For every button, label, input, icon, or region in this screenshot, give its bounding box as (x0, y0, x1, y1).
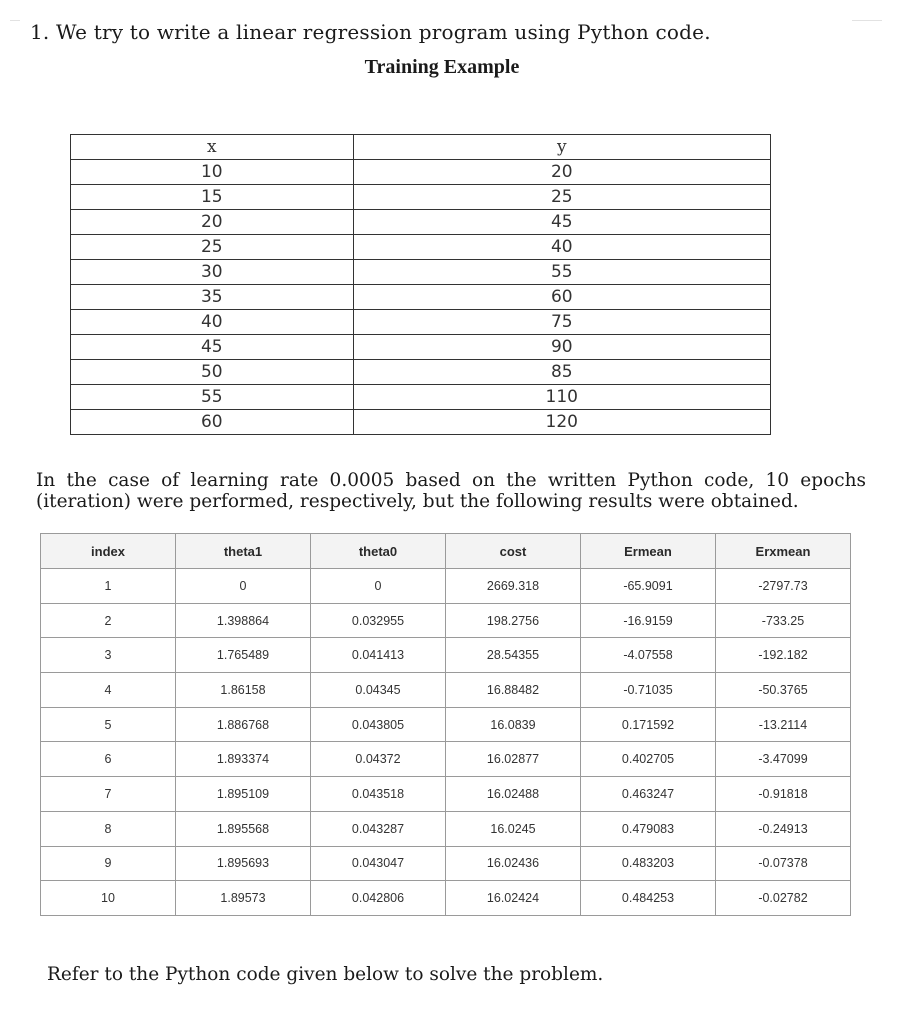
results-cell-erxmean: -192.182 (716, 638, 851, 673)
training-cell-y: 20 (353, 160, 770, 185)
results-cell-ermean: 0.171592 (581, 707, 716, 742)
training-cell-x: 50 (71, 360, 354, 385)
results-cell-theta0: 0.043518 (311, 777, 446, 812)
results-cell-theta0: 0.04372 (311, 742, 446, 777)
results-cell-theta0: 0.042806 (311, 881, 446, 916)
results-cell-erxmean: -0.02782 (716, 881, 851, 916)
results-cell-cost: 198.2756 (446, 603, 581, 638)
results-cell-cost: 16.0839 (446, 707, 581, 742)
results-cell-cost: 16.02488 (446, 777, 581, 812)
training-header-x: x (71, 135, 354, 160)
results-header-theta1: theta1 (176, 534, 311, 569)
table-row (41, 673, 851, 708)
training-cell-y: 90 (353, 335, 770, 360)
results-cell-cost: 16.02436 (446, 846, 581, 881)
results-cell-cost: 16.02877 (446, 742, 581, 777)
results-cell-theta0: 0.032955 (311, 603, 446, 638)
training-cell-x: 35 (71, 285, 354, 310)
training-example-title: Training Example (364, 56, 520, 78)
results-cell-cost: 16.02424 (446, 881, 581, 916)
table-row (41, 846, 851, 881)
training-cell-x: 15 (71, 185, 354, 210)
table-row (71, 385, 771, 410)
results-cell-theta1: 1.398864 (176, 603, 311, 638)
results-cell-index: 9 (41, 846, 176, 881)
results-cell-index: 6 (41, 742, 176, 777)
results-cell-erxmean: -50.3765 (716, 673, 851, 708)
results-cell-theta1: 1.895568 (176, 811, 311, 846)
results-cell-theta1: 1.895693 (176, 846, 311, 881)
results-header-ermean: Ermean (581, 534, 716, 569)
results-cell-erxmean: -0.24913 (716, 811, 851, 846)
training-cell-x: 30 (71, 260, 354, 285)
results-table (40, 533, 851, 916)
table-row (41, 638, 851, 673)
description-paragraph: In the case of learning rate 0.0005 based on the written Python code, 10 epochs (iteration) were performed, respectively, but the following results were obtained. (36, 470, 866, 512)
results-header-index: index (41, 534, 176, 569)
table-row (71, 310, 771, 335)
results-header-cost: cost (446, 534, 581, 569)
training-cell-x: 55 (71, 385, 354, 410)
results-cell-cost: 28.54355 (446, 638, 581, 673)
results-cell-erxmean: -0.07378 (716, 846, 851, 881)
table-row (71, 185, 771, 210)
results-table-header-row (41, 534, 851, 569)
question-title: 1. We try to write a linear regression program using Python code. (30, 20, 711, 44)
results-cell-theta0: 0 (311, 569, 446, 604)
results-cell-theta1: 1.895109 (176, 777, 311, 812)
results-cell-ermean: -16.9159 (581, 603, 716, 638)
results-cell-erxmean: -3.47099 (716, 742, 851, 777)
training-cell-y: 85 (353, 360, 770, 385)
results-cell-erxmean: -2797.73 (716, 569, 851, 604)
results-cell-index: 8 (41, 811, 176, 846)
training-cell-y: 75 (353, 310, 770, 335)
training-cell-y: 120 (353, 410, 770, 435)
results-cell-theta0: 0.043287 (311, 811, 446, 846)
training-cell-y: 45 (353, 210, 770, 235)
table-row (71, 360, 771, 385)
results-cell-ermean: -0.71035 (581, 673, 716, 708)
results-cell-erxmean: -13.2114 (716, 707, 851, 742)
results-cell-cost: 2669.318 (446, 569, 581, 604)
training-table-header-row (71, 135, 771, 160)
table-row (41, 811, 851, 846)
results-cell-theta1: 1.89573 (176, 881, 311, 916)
results-cell-cost: 16.88482 (446, 673, 581, 708)
table-row (71, 260, 771, 285)
results-cell-ermean: 0.483203 (581, 846, 716, 881)
results-header-theta0: theta0 (311, 534, 446, 569)
results-cell-ermean: 0.484253 (581, 881, 716, 916)
results-cell-theta1: 0 (176, 569, 311, 604)
results-cell-ermean: 0.479083 (581, 811, 716, 846)
table-row (41, 569, 851, 604)
results-cell-index: 4 (41, 673, 176, 708)
results-header-erxmean: Erxmean (716, 534, 851, 569)
training-cell-y: 60 (353, 285, 770, 310)
training-cell-y: 40 (353, 235, 770, 260)
results-cell-theta0: 0.043047 (311, 846, 446, 881)
top-divider-left (10, 20, 20, 21)
training-cell-x: 10 (71, 160, 354, 185)
table-row (71, 285, 771, 310)
training-cell-x: 40 (71, 310, 354, 335)
results-cell-index: 3 (41, 638, 176, 673)
results-cell-ermean: 0.402705 (581, 742, 716, 777)
table-row (71, 335, 771, 360)
training-cell-x: 60 (71, 410, 354, 435)
results-cell-index: 5 (41, 707, 176, 742)
training-cell-x: 45 (71, 335, 354, 360)
results-cell-erxmean: -733.25 (716, 603, 851, 638)
training-cell-y: 55 (353, 260, 770, 285)
training-table (70, 134, 771, 435)
results-cell-theta1: 1.765489 (176, 638, 311, 673)
training-cell-x: 20 (71, 210, 354, 235)
results-cell-erxmean: -0.91818 (716, 777, 851, 812)
results-cell-theta0: 0.04345 (311, 673, 446, 708)
results-cell-index: 10 (41, 881, 176, 916)
table-row (41, 603, 851, 638)
footer-instruction: Refer to the Python code given below to solve the problem. (47, 964, 604, 985)
results-cell-theta1: 1.893374 (176, 742, 311, 777)
table-row (41, 707, 851, 742)
results-cell-theta1: 1.86158 (176, 673, 311, 708)
table-row (41, 742, 851, 777)
training-cell-x: 25 (71, 235, 354, 260)
table-row (71, 235, 771, 260)
results-cell-ermean: 0.463247 (581, 777, 716, 812)
results-cell-index: 1 (41, 569, 176, 604)
table-row (41, 777, 851, 812)
training-header-y: y (353, 135, 770, 160)
results-cell-cost: 16.0245 (446, 811, 581, 846)
results-cell-index: 2 (41, 603, 176, 638)
table-row (71, 410, 771, 435)
table-row (41, 881, 851, 916)
results-cell-theta0: 0.041413 (311, 638, 446, 673)
results-cell-ermean: -65.9091 (581, 569, 716, 604)
training-cell-y: 110 (353, 385, 770, 410)
top-divider-right (852, 20, 882, 21)
results-cell-ermean: -4.07558 (581, 638, 716, 673)
table-row (71, 160, 771, 185)
results-cell-theta0: 0.043805 (311, 707, 446, 742)
results-cell-theta1: 1.886768 (176, 707, 311, 742)
results-cell-index: 7 (41, 777, 176, 812)
table-row (71, 210, 771, 235)
training-cell-y: 25 (353, 185, 770, 210)
